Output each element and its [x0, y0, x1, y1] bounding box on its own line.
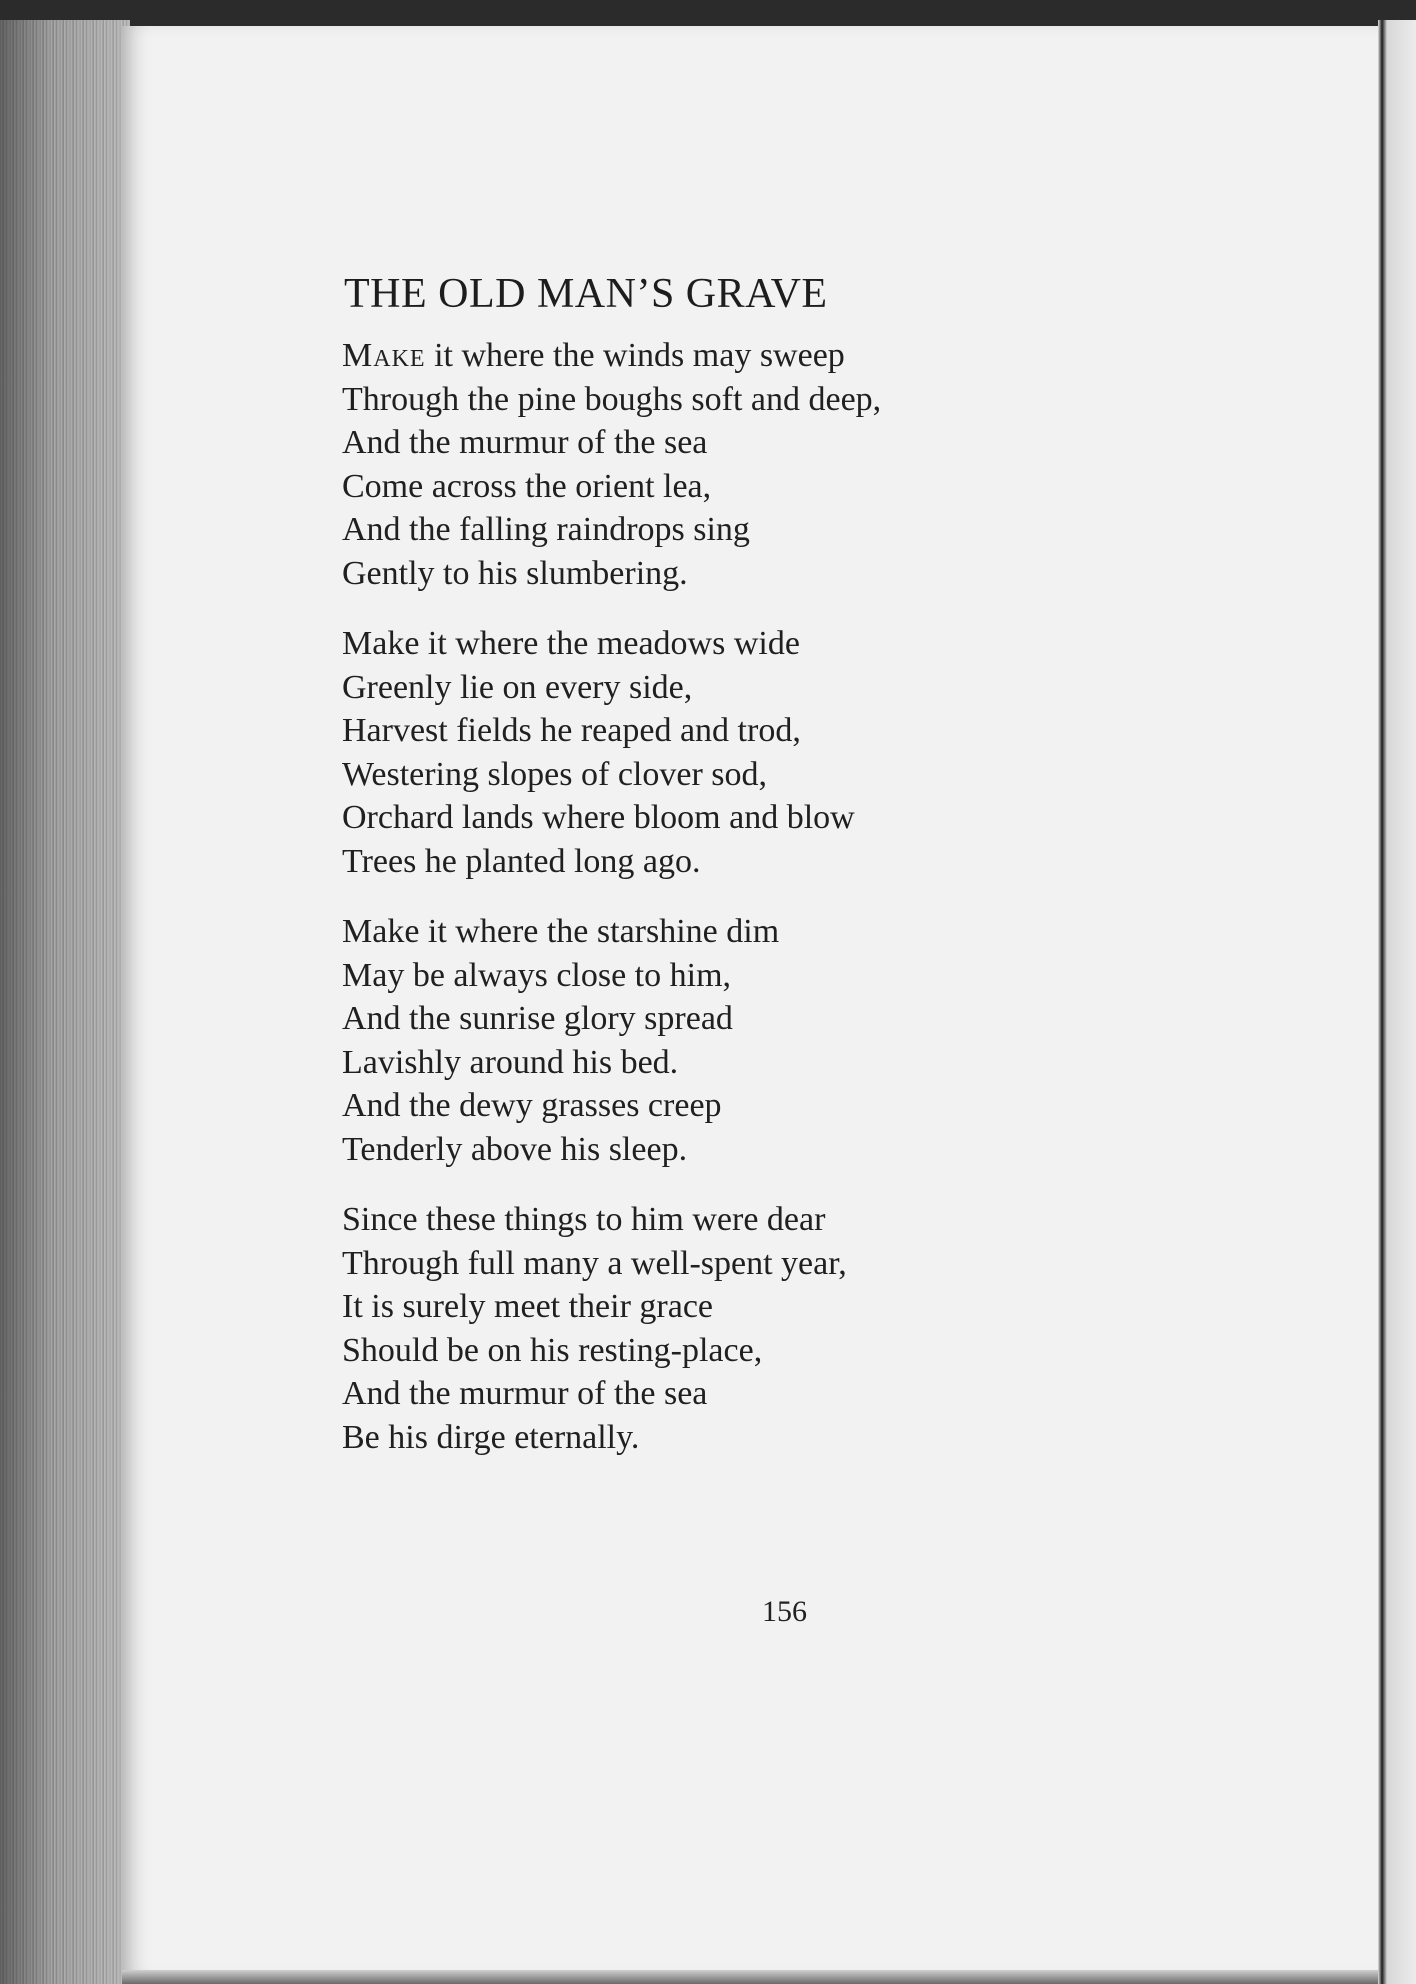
poem-line: It is surely meet their grace [342, 1288, 714, 1325]
poem-line: Gently to his slumbering. [342, 554, 688, 592]
page-number: 156 [762, 1595, 807, 1628]
book-bottom-edge [122, 1970, 1378, 1984]
scan-top-border [0, 0, 1416, 28]
poem-line: Since these things to him were dear [342, 1201, 826, 1238]
poem-line: Tenderly above his sleep. [342, 1130, 688, 1168]
poem-line: Come across the orient lea, [342, 467, 712, 505]
poem-line: Harvest fields he reaped and trod, [342, 712, 801, 749]
poem-line: Make it where the meadows wide [342, 625, 800, 662]
poem-line: Orchard lands where bloom and blow [342, 799, 855, 836]
stanza-1 [342, 334, 1062, 595]
poem-line [342, 334, 1062, 378]
stanza-4 [342, 1198, 1062, 1459]
poem-line: Should be on his resting-place, [342, 1331, 763, 1369]
poem-body [342, 334, 1062, 1486]
first-line-rest: it where the winds may sweep [425, 337, 845, 374]
stanza-3 [342, 910, 1062, 1171]
poem-title: THE OLD MAN’S GRAVE [344, 271, 828, 317]
poem-line: And the murmur of the sea [342, 1375, 708, 1412]
poem-line: Be his dirge eternally. [342, 1418, 640, 1456]
poem-line: Trees he planted long ago. [342, 842, 701, 880]
first-word-small-caps: Make [342, 337, 426, 374]
poem-line: Greenly lie on every side, [342, 668, 693, 706]
poem-line: And the dewy grasses creep [342, 1087, 722, 1124]
poem-line: Make it where the starshine dim [342, 913, 780, 950]
poem-line: And the falling raindrops sing [342, 511, 750, 548]
poem-line: May be always close to him, [342, 956, 732, 994]
poem-line: Westering slopes of clover sod, [342, 755, 767, 793]
poem-line: And the sunrise glory spread [342, 1000, 733, 1037]
poem-line: Lavishly around his bed. [342, 1043, 679, 1081]
poem-line: Through the pine boughs soft and deep, [342, 380, 882, 418]
poem-line: And the murmur of the sea [342, 424, 708, 461]
poem-line: Through full many a well-spent year, [342, 1244, 847, 1282]
book-page-edges [0, 20, 130, 1984]
stanza-2 [342, 622, 1062, 883]
book-right-edge [1378, 20, 1416, 1984]
